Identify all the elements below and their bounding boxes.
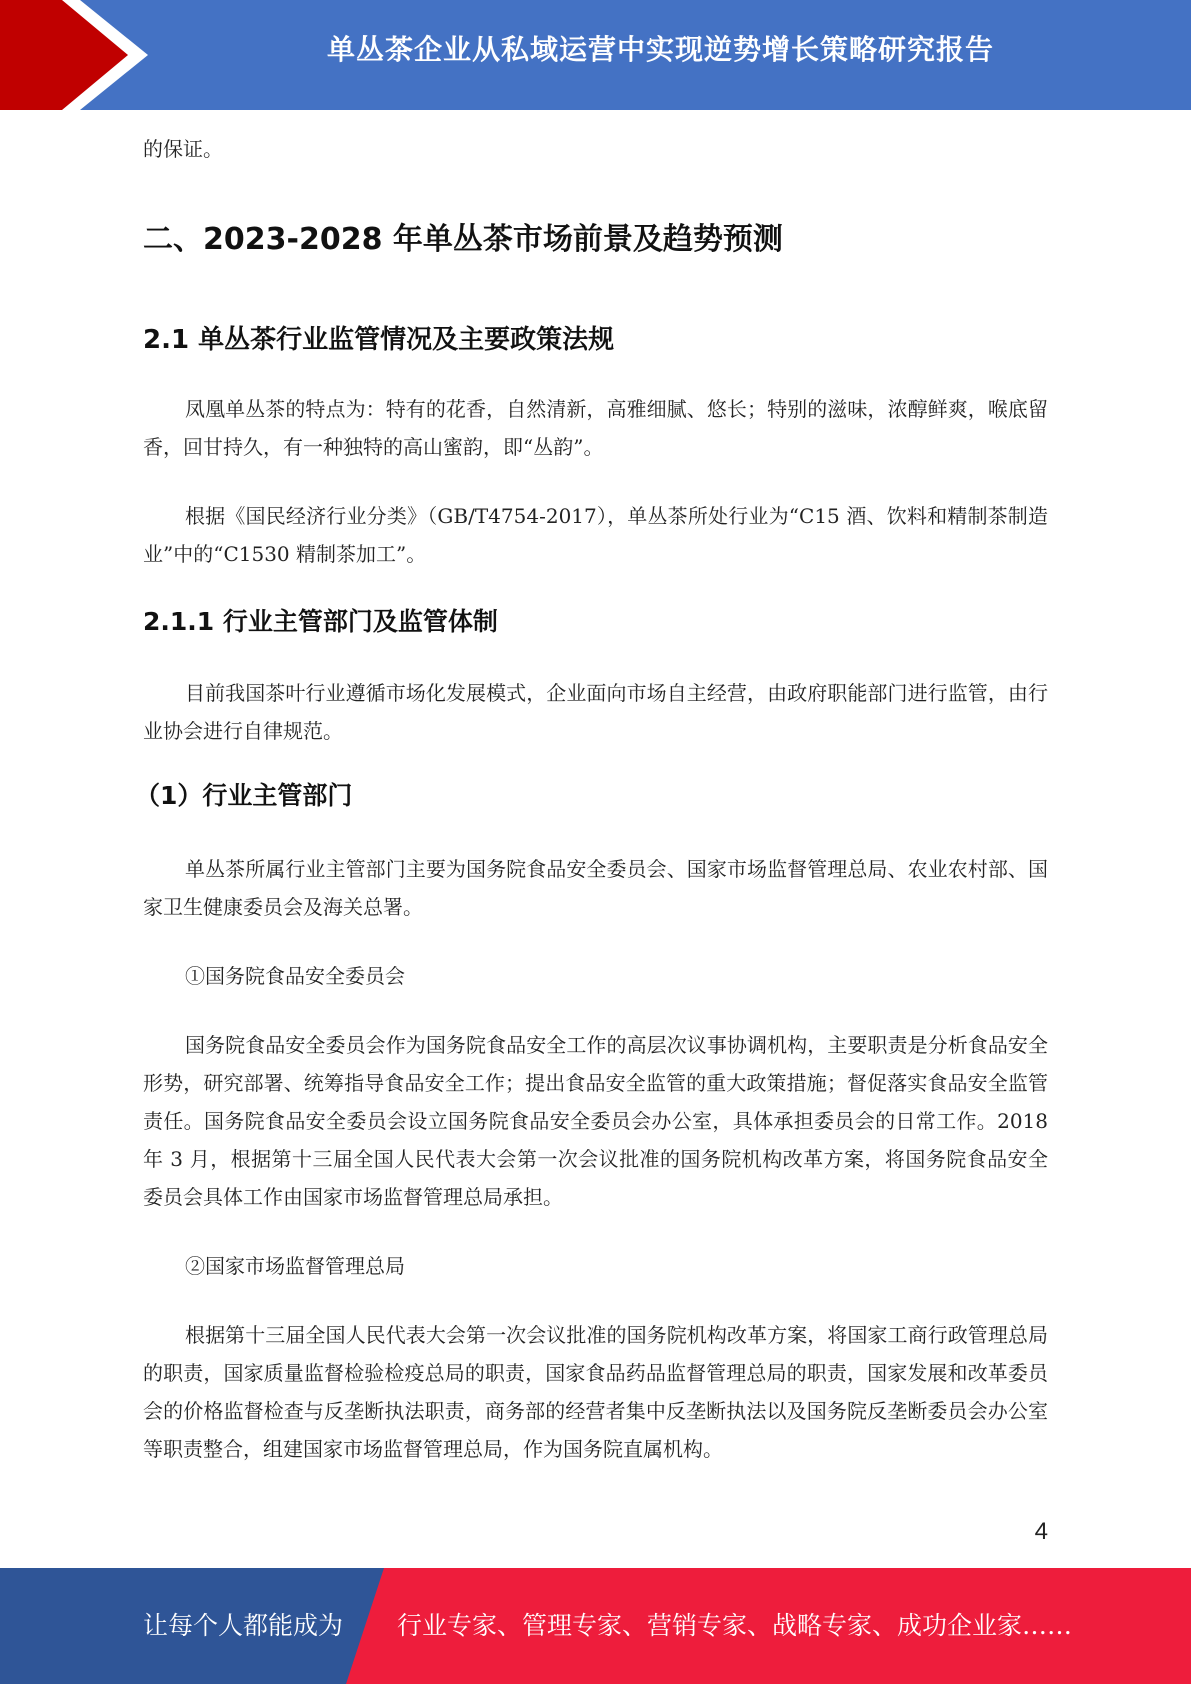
item1-body: 国务院食品安全委员会作为国务院食品安全工作的高层次议事协调机构，主要职责是分析食品安全形势，研究部署、统筹指导食品安全工作；提出食品安全监管的重大政策措施；督促落实食品安全监管责任。国务院食品安全委员会设立国务院食品安全委员会办公室，具体承担委员会的日常工作。2018 年 3 月，根据第十三届全国人民代表大会第一次会议批准的国务院机构改革方案，将国务院食品安全委员会具体工作由国家市场监督管理总局承担。 — [143, 1033, 1048, 1209]
footer-slogan-right: 行业专家、管理专家、营销专家、战略专家、成功企业家…… — [397, 1611, 1073, 1640]
paragraph-classification: 根据《国民经济行业分类》（GB/T4754-2017），单丛茶所处行业为“C15 酒、饮料和精制茶制造业”中的“C1530 精制茶加工”。 — [143, 504, 1048, 566]
page-footer — [0, 1568, 1191, 1684]
subsection-title: 2.1 单丛茶行业监管情况及主要政策法规 — [143, 325, 615, 355]
item2-body: 根据第十三届全国人民代表大会第一次会议批准的国务院机构改革方案，将国家工商行政管理总局的职责，国家质量监督检验检疫总局的职责，国家食品药品监督管理总局的职责，国家发展和改革委员会的价格监督检查与反垄断执法职责，商务部的经营者集中反垄断执法以及国务院反垄断委员会办公室等职责整合，组建国家市场监督管理总局，作为国务院直属机构。 — [143, 1323, 1048, 1461]
page-number: 4 — [1034, 1518, 1048, 1545]
page-header — [0, 0, 1191, 110]
heading-departments: （1）行业主管部门 — [135, 781, 353, 810]
paragraph-departments: 单丛茶所属行业主管部门主要为国务院食品安全委员会、国家市场监督管理总局、农业农村部、国家卫生健康委员会及海关总署。 — [143, 857, 1048, 919]
continued-paragraph: 的保证。 — [143, 137, 223, 161]
header-red-arrow-decoration — [0, 0, 160, 110]
section-title: 二、2023-2028 年单丛茶市场前景及趋势预测 — [143, 222, 783, 257]
subsubsection-title: 2.1.1 行业主管部门及监管体制 — [143, 607, 498, 636]
document-body — [135, 130, 1048, 1468]
footer-slogan-left: 让每个人都能成为 — [143, 1611, 344, 1640]
paragraph-regulation: 目前我国茶叶行业遵循市场化发展模式，企业面向市场自主经营，由政府职能部门进行监管，由行业协会进行自律规范。 — [143, 681, 1048, 743]
report-title: 单丛茶企业从私域运营中实现逆势增长策略研究报告 — [326, 33, 994, 66]
paragraph-features: 凤凰单丛茶的特点为：特有的花香，自然清新，高雅细腻、悠长；特别的滋味，浓醇鲜爽，喉底留香，回甘持久，有一种独特的高山蜜韵，即“丛韵”。 — [143, 397, 1048, 459]
item1-title: ①国务院食品安全委员会 — [185, 964, 405, 988]
item2-title: ②国家市场监督管理总局 — [185, 1254, 405, 1278]
